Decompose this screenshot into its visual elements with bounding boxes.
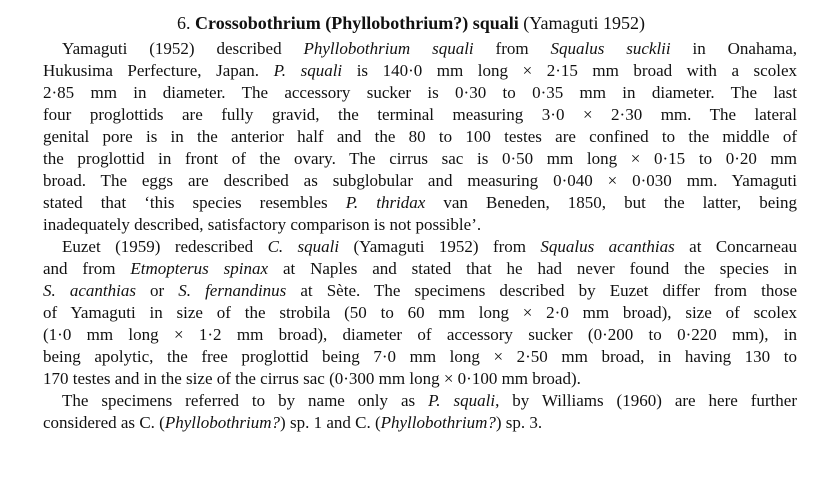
text-span: 170 testes and in the size of the cirrus sac (0·300 mm long × 0·100 mm broad). — [43, 369, 581, 388]
text-line — [43, 236, 797, 258]
text-span: Yamaguti (1952) described — [62, 39, 304, 58]
text-span: ) sp. 3. — [495, 413, 543, 432]
text-line — [43, 148, 797, 170]
text-line — [43, 302, 797, 324]
text-line — [43, 258, 797, 280]
italic-text: Etmopterus spinax — [130, 259, 269, 278]
text-span: considered as — [43, 413, 140, 432]
text-span: is 140·0 mm long × 2·15 mm broad with a scolex — [342, 61, 797, 80]
text-line — [43, 412, 797, 434]
text-span: in Onahama, — [670, 39, 798, 58]
text-line — [43, 170, 797, 192]
text-span: van Beneden, 1850, but the latter, being — [425, 193, 797, 212]
text-span: Hukusima Perfecture, Japan. — [43, 61, 274, 80]
text-span: ) sp. 1 and C. ( — [280, 413, 381, 432]
italic-text: C. squali — [267, 237, 340, 256]
italic-text: P. thridax — [345, 193, 426, 212]
text-span: ( — [154, 413, 165, 432]
subgenus-name: (Phyllobothrium?) — [325, 13, 469, 33]
text-span: , by Williams (1960) are here further — [495, 391, 797, 410]
text-line — [43, 280, 797, 302]
text-span: broad. The eggs are described as subglobular and measuring 0·040 × 0·030 mm. Yamaguti — [43, 171, 797, 190]
text-line — [43, 390, 797, 412]
paragraph — [43, 236, 797, 390]
text-line — [43, 60, 797, 82]
text-line — [43, 82, 797, 104]
text-span: genital pore is in the anterior half and the 80 to 100 testes are confined to the middle of — [43, 127, 797, 146]
text-line — [43, 214, 797, 236]
italic-text: Phyllobothrium squali — [303, 39, 474, 58]
text-line — [43, 38, 797, 60]
text-span: at Concarneau — [674, 237, 798, 256]
text-line — [43, 192, 797, 214]
paragraph — [43, 390, 797, 434]
italic-text: Phyllobothrium? — [380, 413, 496, 432]
italic-text: P. squali — [273, 61, 343, 80]
text-span: of Yamaguti in size of the strobila (50 to 60 mm long × 2·0 mm broad), size of scolex — [43, 303, 797, 322]
genus-name: Crossobothrium — [195, 13, 321, 33]
text-line — [43, 104, 797, 126]
italic-text: Phyllobothrium? — [164, 413, 281, 432]
text-span: or — [135, 281, 179, 300]
text-line — [43, 346, 797, 368]
italic-text: P. squali — [428, 391, 496, 410]
text-line — [43, 368, 797, 390]
text-span: (Yamaguti 1952) from — [339, 237, 541, 256]
species-name: squali — [472, 13, 519, 33]
italic-text: S. fernandinus — [178, 281, 287, 300]
text-span: being apolytic, the free proglottid being 7·0 mm long × 2·50 mm broad, in having 130 to — [43, 347, 797, 366]
text-span: (1·0 mm long × 1·2 mm broad), diameter of accessory sucker (0·200 to 0·220 mm), in — [43, 325, 797, 344]
text-span: Euzet (1959) redescribed — [62, 237, 268, 256]
text-span: from — [473, 39, 551, 58]
text-span: The specimens referred to by name only as — [62, 391, 429, 410]
authority: (Yamaguti 1952) — [523, 13, 645, 33]
text-span: 2·85 mm in diameter. The accessory sucker is 0·30 to 0·35 mm in diameter. The last — [43, 83, 797, 102]
text-span: inadequately described, satisfactory comparison is not possible’. — [43, 215, 482, 234]
italic-text: Squalus sucklii — [550, 39, 671, 58]
section-heading — [0, 11, 822, 35]
text-span: stated that ‘this species resembles — [43, 193, 346, 212]
text-span: at Naples and stated that he had never found the species in — [268, 259, 797, 278]
italic-text: S. acanthias — [43, 281, 136, 300]
text-span: at Sète. The specimens described by Euzet differ from those — [286, 281, 797, 300]
text-span: the proglottid in front of the ovary. The cirrus sac is 0·50 mm long × 0·15 to 0·20 mm — [43, 149, 797, 168]
text-span: C. — [139, 413, 155, 432]
italic-text: Squalus acanthias — [540, 237, 675, 256]
text-span: four proglottids are fully gravid, the terminal measuring 3·0 × 2·30 mm. The lateral — [43, 105, 797, 124]
document-body — [43, 38, 797, 434]
text-line — [43, 324, 797, 346]
paragraph — [43, 38, 797, 236]
section-number: 6. — [177, 13, 191, 33]
text-line — [43, 126, 797, 148]
text-span: and from — [43, 259, 131, 278]
